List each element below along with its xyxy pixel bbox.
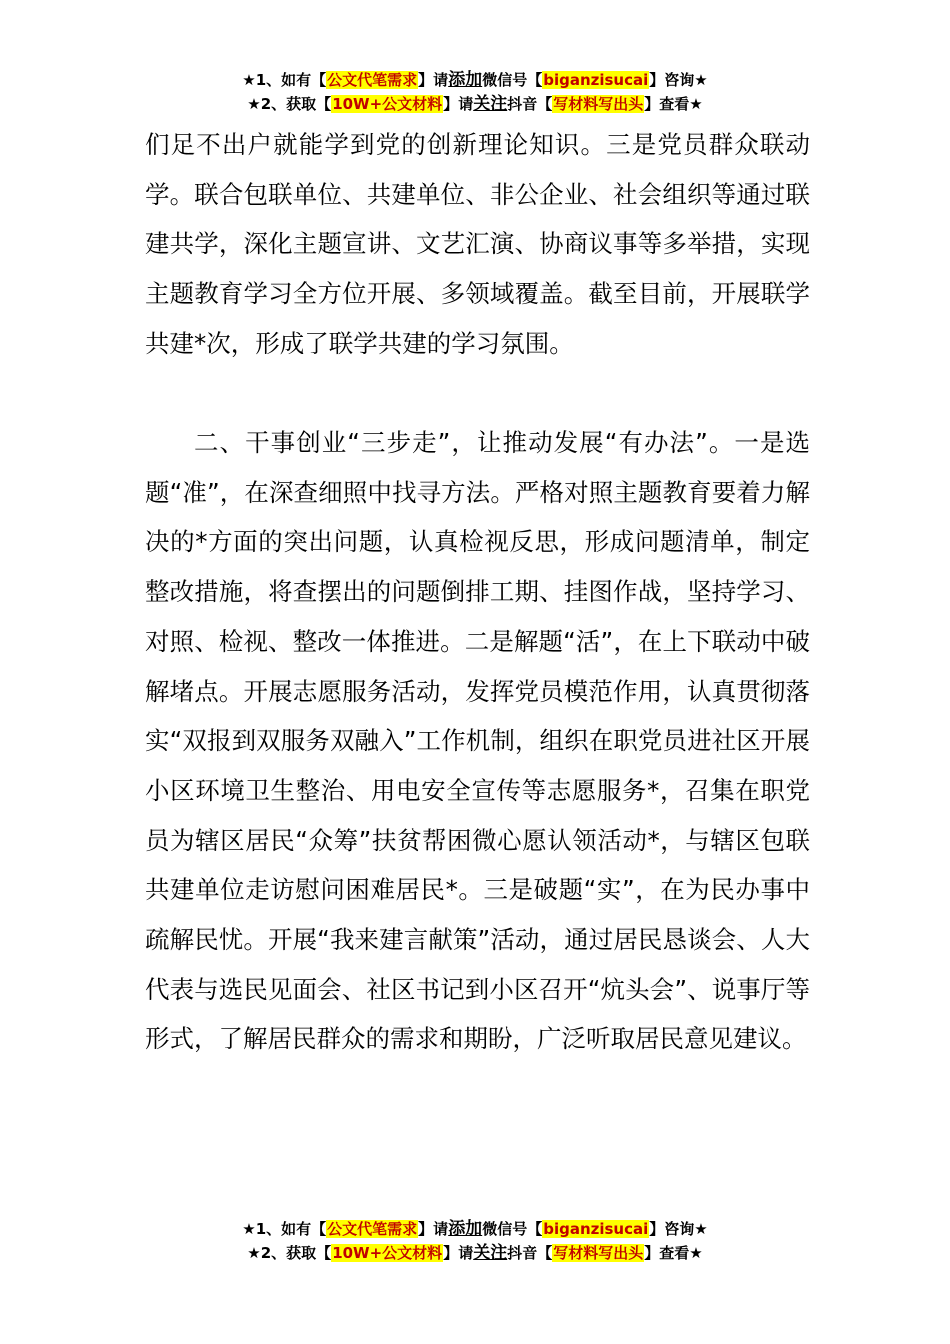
body-paragraph-2: 二、干事创业“三步走”，让推动发展“有办法”。一是选题“准”，在深查细照中找寻方法。严格对照主题教育要着力解决的*方面的突出问题，认真检视反思，形成问题清单，制定整改措施，将查摆出的问题倒排工期、挂图作战，坚持学习、对照、检视、整改一体推进。二是解题“活”，在上下联动中破解堵点。开展志愿服务活动，发挥党员模范作用，认真贯彻落实“双报到双服务双融入”工作机制，组织在职党员进社区开展小区环境卫生整治、用电安全宣传等志愿服务*，召集在职党员为辖区居民“众筹”扶贫帮困微心愿认领活动*，与辖区包联共建单位走访慰问困难居民*。三是破题“实”，在为民办事中疏解民忧。开展“我来建言献策”活动，通过居民恳谈会、人大代表与选民见面会、社区书记到小区召开“炕头会”、说事厅等形式，了解居民群众的需求和期盼，广泛听取居民意见建议。 xyxy=(145,428,810,1054)
footer-line-1-suffix: 】咨询★ xyxy=(649,1220,708,1238)
footer-line-2-suffix: 】查看★ xyxy=(644,1244,703,1262)
banner-line-1-highlight-service: 公文代笔需求 xyxy=(327,71,418,89)
footer-line-2-prefix: ★2、获取【 xyxy=(247,1244,332,1262)
header-banner xyxy=(0,68,950,116)
banner-line-1-prefix: ★1、如有【 xyxy=(242,71,327,89)
footer-banner-line-1 xyxy=(0,1217,950,1241)
banner-line-2-prefix: ★2、获取【 xyxy=(247,95,332,113)
banner-line-1-underlined: 添加 xyxy=(448,70,483,90)
banner-line-2-highlight-douyin: 写材料写出头 xyxy=(553,95,644,113)
footer-line-1-middle-b: 微信号【 xyxy=(482,1220,543,1238)
footer-banner-line-2 xyxy=(0,1241,950,1265)
banner-line-1-middle: 】请 xyxy=(418,71,449,89)
body-paragraph-1: 们足不出户就能学到党的创新理论知识。三是党员群众联动学。联合包联单位、共建单位、非公企业、社会组织等通过联建共学，深化主题宣讲、文艺汇演、协商议事等多举措，实现主题教育学习全方位开展、多领域覆盖。截至目前，开展联学共建*次，形成了联学共建的学习氛围。 xyxy=(145,130,810,358)
banner-line-2-underlined: 关注 xyxy=(473,94,508,114)
banner-line-2 xyxy=(0,92,950,116)
footer-line-1-underlined: 添加 xyxy=(448,1219,483,1239)
footer-line-1-highlight-service: 公文代笔需求 xyxy=(327,1220,418,1238)
footer-line-1-highlight-wechat: biganzisucai xyxy=(543,1220,649,1238)
banner-line-1-suffix: 】咨询★ xyxy=(649,71,708,89)
banner-line-2-middle: 】请 xyxy=(443,95,474,113)
footer-line-2-underlined: 关注 xyxy=(473,1243,508,1263)
footer-line-2-highlight-materials: 10W+公文材料 xyxy=(332,1244,443,1262)
footer-line-2-middle: 】请 xyxy=(443,1244,474,1262)
banner-line-1 xyxy=(0,68,950,92)
banner-line-1-highlight-wechat: biganzisucai xyxy=(543,71,649,89)
banner-line-1-middle-b: 微信号【 xyxy=(482,71,543,89)
document-body-section-two xyxy=(145,418,810,1064)
footer-banner xyxy=(0,1217,950,1265)
banner-line-2-middle-b: 抖音【 xyxy=(507,95,553,113)
banner-line-2-suffix: 】查看★ xyxy=(644,95,703,113)
footer-line-2-middle-b: 抖音【 xyxy=(507,1244,553,1262)
banner-line-2-highlight-materials: 10W+公文材料 xyxy=(332,95,443,113)
document-body-top xyxy=(145,120,810,369)
footer-line-2-highlight-douyin: 写材料写出头 xyxy=(553,1244,644,1262)
footer-line-1-prefix: ★1、如有【 xyxy=(242,1220,327,1238)
footer-line-1-middle: 】请 xyxy=(418,1220,449,1238)
